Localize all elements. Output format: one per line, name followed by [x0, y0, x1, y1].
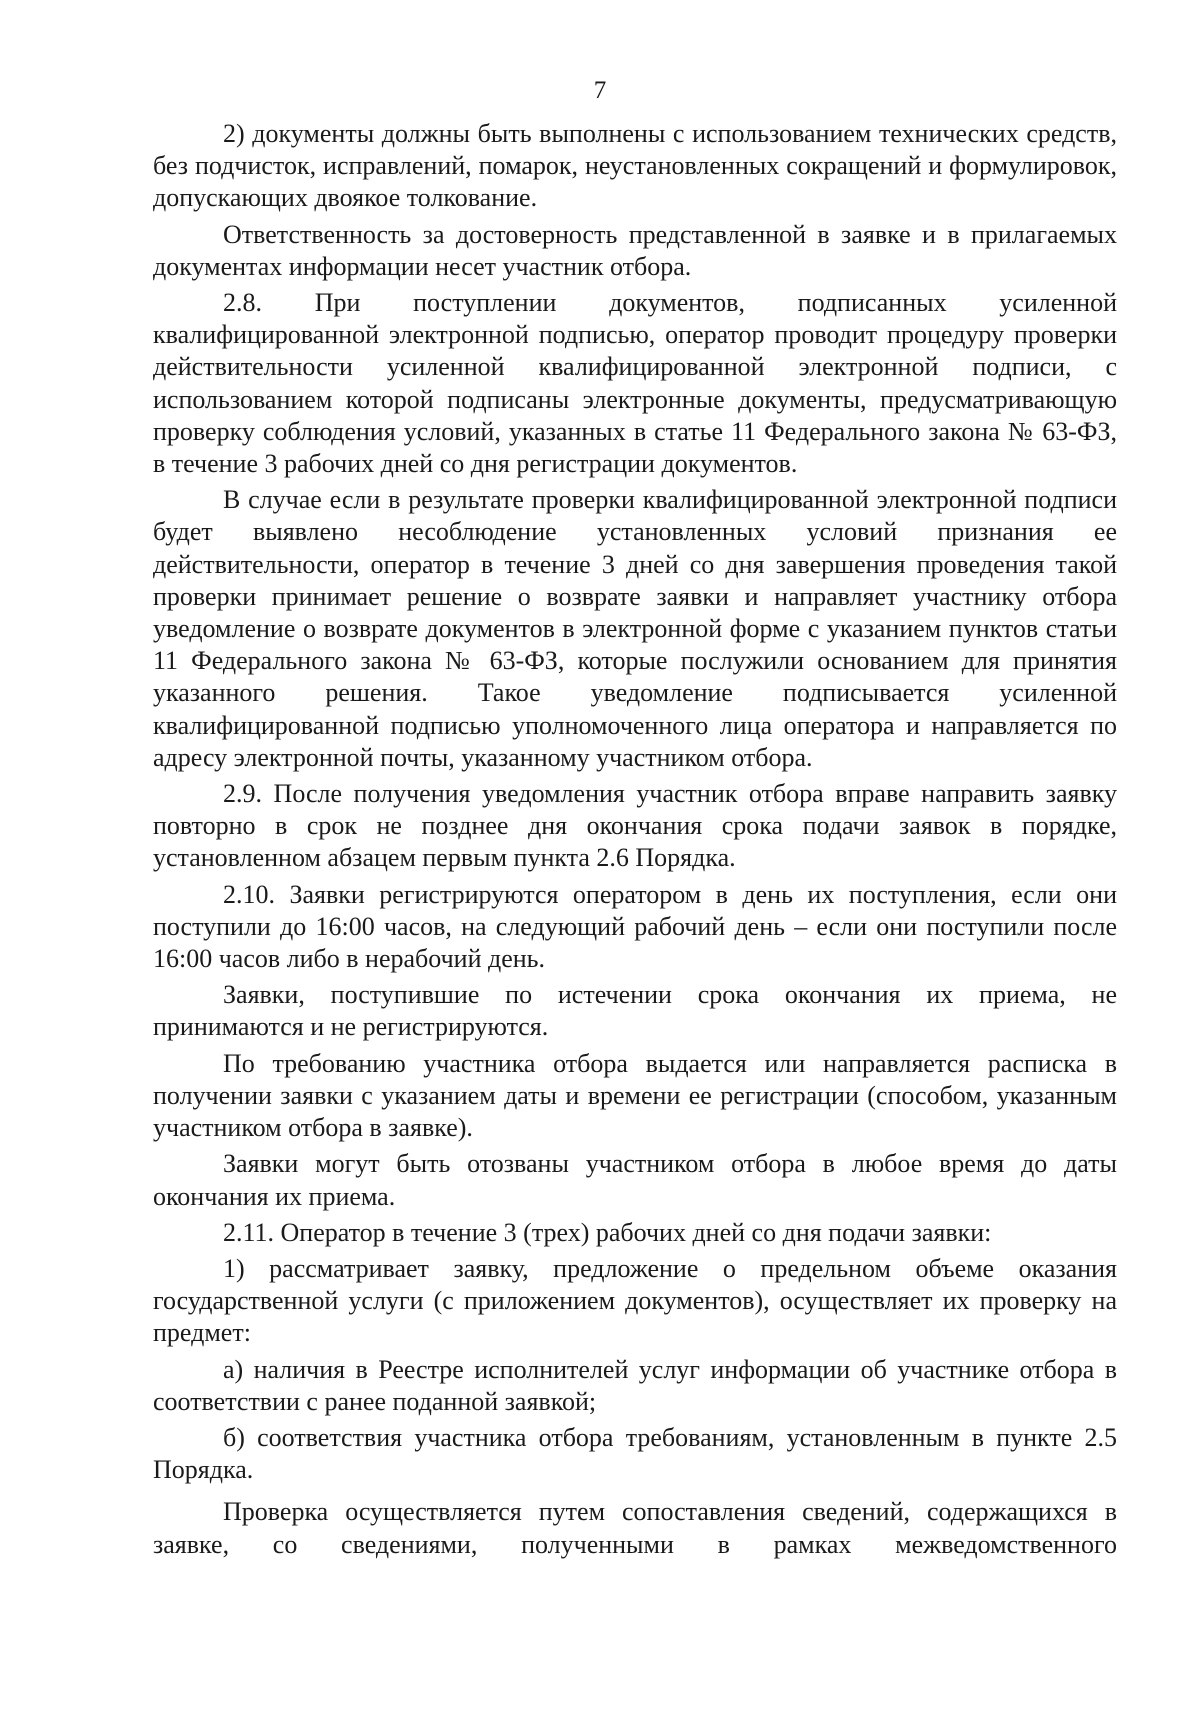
paragraph-item-b: б) соответствия участника отбора требованиям, установленным в пункте 2.5 Порядка.	[153, 1422, 1117, 1485]
document-body	[153, 118, 1117, 1561]
paragraph-technical-means: 2) документы должны быть выполнены с использованием технических средств, без подчисток, исправлений, помарок, неустановленных сокращений и формулировок, допускающих двоякое толкование.	[153, 119, 1117, 213]
paragraph-verification: Проверка осуществляется путем сопоставления сведений, содержащихся в заявке, со сведениями, полученными в рамках межведомственного	[153, 1497, 1117, 1559]
paragraph-responsibility: Ответственность за достоверность представленной в заявке и в прилагаемых документах информации несет участник отбора.	[153, 219, 1117, 281]
page-number: 7	[593, 77, 607, 104]
paragraph-receipt: По требованию участника отбора выдается или направляется расписка в получении заявки с указанием даты и времени ее регистрации (способом, указанным участником отбора в заявке).	[153, 1048, 1117, 1143]
paragraph-2-9: 2.9. После получения уведомления участник отбора вправе направить заявку повторно в срок не позднее дня окончания срока подачи заявок в порядке, установленном абзацем первым пункта 2.6 Порядка.	[153, 779, 1117, 873]
paragraph-late-applications: Заявки, поступившие по истечении срока окончания их приема, не принимаются и не регистрируются.	[153, 980, 1117, 1042]
paragraph-withdrawal: Заявки могут быть отозваны участником отбора в любое время до даты окончания их приема.	[153, 1149, 1117, 1211]
paragraph-2-11: 2.11. Оператор в течение 3 (трех) рабочих дней со дня подачи заявки:	[223, 1217, 992, 1247]
paragraph-item-a: а) наличия в Реестре исполнителей услуг информации об участнике отбора в соответствии с ранее поданной заявкой;	[153, 1354, 1117, 1416]
paragraph-signature-check: В случае если в результате проверки квалифицированной электронной подписи будет выявлено несоблюдение установленных условий признания ее действительности, оператор в течение 3 дней со дня завершения проведения такой проверки принимает решение о возврате заявки и направляет участнику отбора уведомление о возврате документов в электронной форме с указанием пунктов статьи 11 Федерального закона № 63-ФЗ, которые послужили основанием для принятия указанного решения. Такое уведомление подписывается усиленной квалифицированной подписью уполномоченного лица оператора и направляется по адресу электронной почты, указанному участником отбора.	[153, 485, 1117, 772]
paragraph-2-8: 2.8. При поступлении документов, подписанных усиленной квалифицированной электронной подписью, оператор проводит процедуру проверки действительности усиленной квалифицированной электронной подписи, с использованием которой подписаны электронные документы, предусматривающую проверку соблюдения условий, указанных в статье 11 Федерального закона № 63-ФЗ, в течение 3 рабочих дней со дня регистрации документов.	[153, 288, 1117, 479]
paragraph-2-10: 2.10. Заявки регистрируются оператором в день их поступления, если они поступили до 16:00 часов, на следующий рабочий день – если они поступили после 16:00 часов либо в нерабочий день.	[153, 879, 1117, 974]
paragraph-item-1: 1) рассматривает заявку, предложение о предельном объеме оказания государственной услуги (с приложением документов), осуществляет их проверку на предмет:	[153, 1253, 1117, 1348]
